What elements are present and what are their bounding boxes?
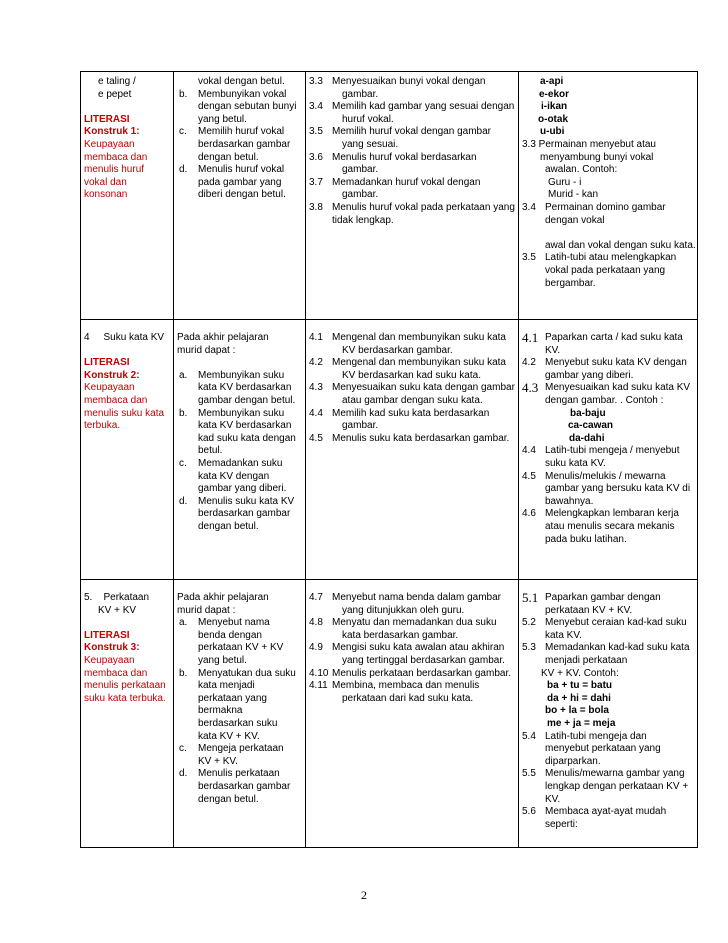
konstruk-desc: menulis suku kata xyxy=(84,407,165,419)
konstruk-desc: menulis huruf xyxy=(84,164,145,176)
objective-item: b. Membunyikan vokal dengan sebutan bunyi yang betul. xyxy=(179,88,297,125)
objective-item: c. Memilih huruf vokal berdasarkan gambar dengan betul. xyxy=(179,126,291,163)
activity-item: 5.1 Paparkan gambar dengan perkataan KV + KV. xyxy=(522,590,661,616)
standard-item: 4.4 Memilih kad suku kata berdasarkan gambar. xyxy=(309,407,490,432)
activity-item: 4.6 Melengkapkan lembaran kerja atau menulis secara mekanis pada buku latihan. xyxy=(522,508,679,545)
example-word: ba + tu = batu xyxy=(547,680,613,692)
intro-line: murid dapat : xyxy=(177,604,236,616)
intro-line: Pada akhir pelajaran xyxy=(177,592,269,603)
syllabus-table xyxy=(80,71,698,848)
example-word: ba-baju xyxy=(570,407,606,419)
example-word: i-ikan xyxy=(541,101,568,113)
standard-item: 4.7 Menyebut nama benda dalam gambar yang ditunjukkan oleh guru. xyxy=(309,592,501,616)
objective-item: a. Membunyikan suku kata KV berdasarkan gambar dengan betul. xyxy=(179,369,296,406)
standard-item: 4.10 Menulis perkataan berdasarkan gambar. xyxy=(309,667,511,679)
activity-item: 4.1 Paparkan carta / kad suku kata KV. xyxy=(522,330,683,356)
topic-subtitle: KV + KV xyxy=(98,604,137,616)
objective-item: d. Menulis perkataan berdasarkan gambar dengan betul. xyxy=(179,768,291,805)
standard-item: 3.5 Memilih huruf vokal dengan gambar yang sesuai. xyxy=(309,126,491,150)
konstruk-desc: suku kata terbuka. xyxy=(84,692,166,704)
topic-line: e pepet xyxy=(98,88,132,100)
standard-item: 3.3 Menyesuaikan bunyi vokal dengan gambar. xyxy=(309,76,486,100)
intro-line: murid dapat : xyxy=(177,344,236,356)
example-word: a-api xyxy=(540,76,564,87)
konstruk-desc: terbuka. xyxy=(84,420,121,432)
activity-line: 3.3 Permainan menyebut atau xyxy=(522,138,656,150)
intro-line: Pada akhir pelajaran xyxy=(177,332,269,343)
objective-item: c. Mengeja perkataan KV + KV. xyxy=(179,743,284,767)
example-word: e-ekor xyxy=(539,88,570,100)
objective-item: b. Menyatukan dua suku kata menjadi perkataan yang bermakna berdasarkan suku kata KV + KV. xyxy=(179,667,296,742)
objective-line: vokal dengan betul. xyxy=(198,76,285,87)
standard-item: 4.3 Menyesuaikan suku kata dengan gambar atau gambar dengan suku kata. xyxy=(309,382,515,406)
objectives-cell xyxy=(174,320,306,580)
konstruk-desc: membaca dan xyxy=(84,394,148,406)
activity-line: awalan. Contoh: xyxy=(545,164,618,176)
activity-item: 5.3 Memadankan kad-kad suku kata menjadi perkataan KV + KV. Contoh: xyxy=(522,642,690,679)
objective-item: d. Menulis suku kata KV berdasarkan gambar dengan betul. xyxy=(179,495,295,532)
literasi-label: LITERASI xyxy=(84,113,130,125)
activity-item: 5.5 Menulis/mewarna gambar yang lengkap dengan perkataan KV + KV. xyxy=(522,768,689,805)
literasi-label: LITERASI xyxy=(84,629,130,641)
standard-item: 4.1 Mengenal dan membunyikan suku kata KV berdasarkan gambar. xyxy=(309,332,506,356)
activity-line: awal dan vokal dengan suku kata. xyxy=(545,239,696,251)
standard-item: 4.9 Mengisi suku kata awalan atau akhiran yang tertinggal berdasarkan gambar. xyxy=(309,642,505,666)
activity-item: 3.4 Permainan domino gambar dengan vokal xyxy=(522,201,666,226)
activity-item: 3.5 Latih-tubi atau melengkapkan vokal pada perkataan yang bergambar. xyxy=(522,252,677,289)
konstruk-desc: Keupayaan xyxy=(84,382,135,394)
topic-cell xyxy=(81,320,174,580)
table-row xyxy=(81,580,698,848)
example-pair: Murid - kan xyxy=(548,189,599,201)
konstruk-label: Konstruk 3: xyxy=(84,642,140,654)
objectives-cell xyxy=(174,580,306,848)
activity-item: 4.3 Menyesuaikan kad suku kata KV dengan gambar. . Contoh : xyxy=(522,380,691,406)
learning-standard-cell xyxy=(306,320,519,580)
konstruk-desc: Keupayaan xyxy=(84,138,135,150)
activity-item: 4.4 Latih-tubi mengeja / menyebut suku kata KV. xyxy=(522,445,680,469)
topic-cell xyxy=(81,72,174,320)
example-word: da + hi = dahi xyxy=(547,692,611,704)
objective-item: d. Menulis huruf vokal pada gambar yang diberi dengan betul. xyxy=(179,164,286,201)
table-row xyxy=(81,320,698,580)
learning-standard-cell xyxy=(306,580,519,848)
standard-item: 4.5 Menulis suku kata berdasarkan gambar. xyxy=(309,432,510,444)
activity-line: menyambung bunyi vokal xyxy=(540,151,654,163)
standard-item: 3.6 Menulis huruf vokal berdasarkan gambar. xyxy=(309,151,477,176)
page-number: 2 xyxy=(361,888,367,902)
example-word: u-ubi xyxy=(540,126,565,138)
konstruk-desc: vokal dan xyxy=(84,176,127,188)
example-word: o-otak xyxy=(538,113,568,125)
example-word: da-dahi xyxy=(569,432,605,444)
objective-item: a. Menyebut nama benda dengan perkataan KV + KV yang betul. xyxy=(179,617,284,666)
standard-item: 4.8 Menyatu dan memadankan dua suku kata berdasarkan gambar. xyxy=(309,617,497,641)
objective-item: c. Memadankan suku kata KV dengan gambar yang diberi. xyxy=(179,457,287,495)
objectives-cell xyxy=(174,72,306,320)
objective-item: b. Membunyikan suku kata KV berdasarkan kad suku kata dengan betul. xyxy=(179,407,296,457)
example-word: bo + la = bola xyxy=(545,705,609,717)
activities-cell xyxy=(519,72,698,320)
standard-item: 4.2 Mengenal dan membunyikan suku kata KV berdasarkan kad suku kata. xyxy=(309,357,506,381)
topic-line: e taling / xyxy=(98,76,136,87)
konstruk-desc: menulis perkataan xyxy=(84,680,166,692)
konstruk-desc: konsonan xyxy=(84,189,128,201)
standard-item: 4.11 Membina, membaca dan menulis perkataan dari kad suku kata. xyxy=(309,680,480,704)
standard-item: 3.7 Memadankan huruf vokal dengan gambar. xyxy=(309,176,481,201)
konstruk-desc: membaca dan xyxy=(84,667,148,679)
activities-cell xyxy=(519,580,698,848)
example-word: me + ja = meja xyxy=(547,717,616,729)
example-pair: Guru - i xyxy=(548,176,582,188)
literasi-label: LITERASI xyxy=(84,357,130,369)
table-row xyxy=(81,72,698,320)
topic-title: 5. Perkataan xyxy=(84,592,150,603)
activity-item: 5.2 Menyebut ceraian kad-kad suku kata KV. xyxy=(522,617,687,641)
standard-item: 3.4 Memilih kad gambar yang sesuai dengan huruf vokal. xyxy=(309,101,515,125)
standard-item: 3.8 Menulis huruf vokal pada perkataan yang tidak lengkap. xyxy=(309,201,515,226)
example-word: ca-cawan xyxy=(568,420,614,432)
activity-item: 4.5 Menulis/melukis / mewarna gambar yang bersuku kata KV di bawahnya. xyxy=(522,470,691,507)
topic-title: 4 Suku kata KV xyxy=(84,332,165,343)
konstruk-desc: Keupayaan xyxy=(84,654,135,666)
topic-cell xyxy=(81,580,174,848)
konstruk-label: Konstruk 2: xyxy=(84,369,140,381)
konstruk-desc: membaca dan xyxy=(84,151,148,163)
konstruk-label: Konstruk 1: xyxy=(84,126,140,138)
activity-item: 4.2 Menyebut suku kata KV dengan gambar yang diberi. xyxy=(522,357,687,381)
learning-standard-cell xyxy=(306,72,519,320)
activity-item: 5.6 Membaca ayat-ayat mudah seperti: xyxy=(522,806,667,830)
activity-item: 5.4 Latih-tubi mengeja dan menyebut perkataan yang diparparkan. xyxy=(522,730,661,767)
activities-cell xyxy=(519,320,698,580)
